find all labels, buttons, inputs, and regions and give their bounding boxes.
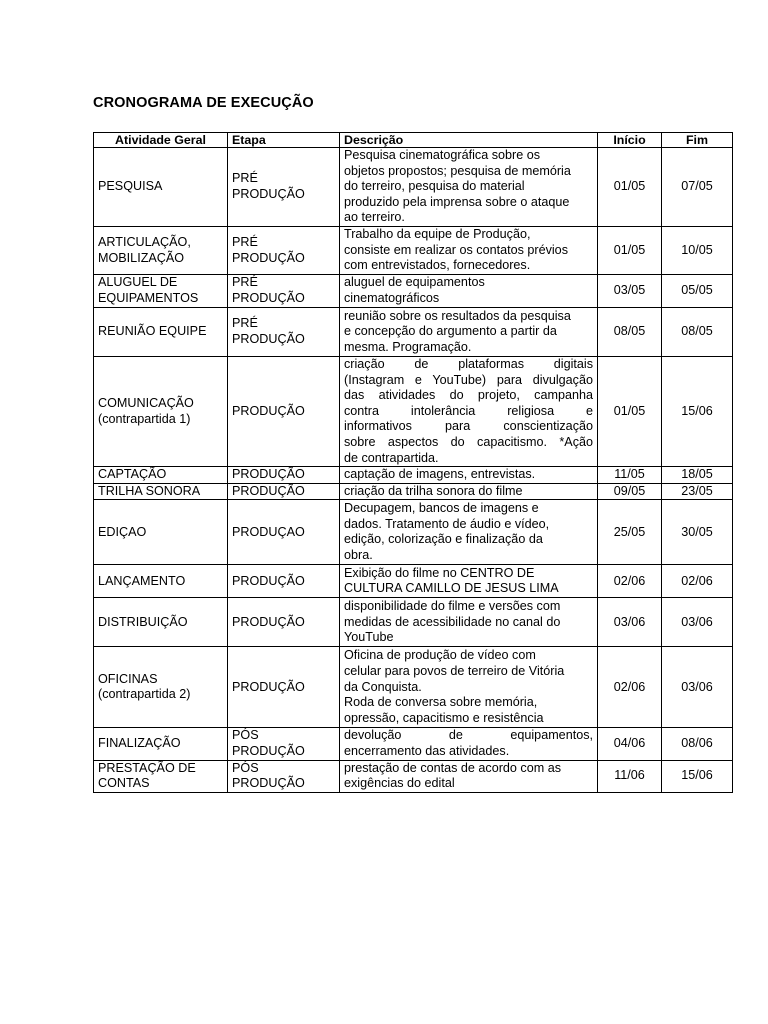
table-row: [94, 728, 733, 760]
cell-descricao-line: Trabalho da equipe de Produção,: [344, 227, 531, 242]
cell-fim: 30/05: [662, 500, 733, 565]
cell-atividade-geral-line: EQUIPAMENTOS: [98, 291, 199, 305]
cell-descricao-line: edição, colorização e finalização da: [344, 532, 543, 547]
cell-atividade-geral-line: COMUNICAÇÃO: [98, 395, 194, 410]
cell-inicio: 25/05: [598, 500, 662, 565]
cell-descricao-line: contra intolerância religiosa e: [344, 403, 593, 418]
cell-etapa-line: PRÉ: [232, 316, 258, 331]
cell-descricao-line: dados. Tratamento de áudio e vídeo,: [344, 516, 550, 531]
cell-etapa: [228, 728, 340, 760]
cell-descricao-line: Exibição do filme no CENTRO DE: [344, 565, 535, 580]
cell-etapa-line: PRODUÇÃO: [232, 291, 305, 305]
cell-descricao: [340, 148, 598, 227]
cell-atividade-geral: [94, 227, 228, 275]
cell-etapa: [228, 227, 340, 275]
cell-etapa-line: PRODUÇÃO: [232, 776, 305, 791]
cell-descricao-line: consiste em realizar os contatos prévios: [344, 242, 568, 257]
cell-descricao-line: com entrevistados, fornecedores.: [344, 258, 531, 273]
table-row: [94, 760, 733, 792]
document-title: CRONOGRAMA DE EXECUÇÃO: [93, 95, 314, 111]
cell-etapa: [228, 357, 340, 467]
table-row: [94, 357, 733, 467]
cell-descricao: [340, 467, 598, 484]
cell-etapa-line: PRÉ: [232, 234, 258, 249]
cell-atividade-geral: [94, 148, 228, 227]
cell-fim: 10/05: [662, 227, 733, 275]
cell-etapa-line: PRODUÇAO: [232, 524, 305, 539]
cell-fim: 23/05: [662, 483, 733, 500]
cell-atividade-geral-line: MOBILIZAÇÃO: [98, 250, 185, 265]
cell-atividade-geral-line: CONTAS: [98, 776, 150, 791]
cell-atividade-geral-line: ALUGUEL DE: [98, 275, 178, 290]
header-atividade-geral: Atividade Geral: [94, 133, 228, 148]
cell-descricao-line: CULTURA CAMILLO DE JESUS LIMA: [344, 581, 559, 596]
schedule-table: [93, 132, 733, 793]
cell-etapa: [228, 275, 340, 308]
cell-atividade-geral-line: LANÇAMENTO: [98, 573, 186, 588]
cell-descricao-line: disponibilidade do filme e versões com: [344, 598, 561, 613]
cell-etapa-line: PÓS: [232, 728, 259, 743]
table-row: [94, 598, 733, 647]
cell-descricao-line: de contrapartida.: [344, 450, 439, 465]
cell-atividade-geral-line: PRESTAÇÃO DE: [98, 760, 196, 775]
table-row: [94, 227, 733, 275]
cell-etapa-line: PRÉ: [232, 171, 258, 186]
cell-etapa: [228, 598, 340, 647]
cell-atividade-geral-line: ARTICULAÇÃO,: [98, 234, 191, 249]
cell-fim: 15/06: [662, 357, 733, 467]
cell-fim: 15/06: [662, 760, 733, 792]
cell-inicio: 08/05: [598, 308, 662, 357]
cell-inicio: 11/05: [598, 467, 662, 484]
cell-inicio: 09/05: [598, 483, 662, 500]
cell-descricao-line: objetos propostos; pesquisa de memória: [344, 163, 571, 178]
cell-inicio: 11/06: [598, 760, 662, 792]
cell-inicio: 01/05: [598, 357, 662, 467]
cell-atividade-geral-line: REUNIÃO EQUIPE: [98, 324, 207, 339]
table-row: [94, 483, 733, 500]
cell-descricao-line: opressão, capacitismo e resistência: [344, 710, 544, 725]
cell-etapa-line: PÓS: [232, 760, 259, 775]
cell-atividade-geral-line: EDIÇAO: [98, 524, 147, 539]
cell-etapa-line: PRODUÇÃO: [232, 679, 305, 694]
cell-fim: 08/05: [662, 308, 733, 357]
cell-etapa-line: PRODUÇÃO: [232, 332, 305, 346]
table-row: [94, 275, 733, 308]
cell-atividade-geral: [94, 598, 228, 647]
cell-descricao-line: criação de plataformas digitais: [344, 357, 593, 371]
cell-fim: 02/06: [662, 565, 733, 598]
cell-etapa-line: PRÉ: [232, 275, 258, 290]
cell-descricao: [340, 728, 598, 760]
cell-descricao-line: Roda de conversa sobre memória,: [344, 695, 538, 710]
cell-etapa: [228, 647, 340, 728]
table-row: [94, 148, 733, 227]
cell-descricao-line: informativos para conscientização: [344, 419, 593, 434]
cell-atividade-geral: [94, 357, 228, 467]
cell-descricao-line: medidas de acessibilidade no canal do: [344, 614, 561, 629]
cell-inicio: 03/06: [598, 598, 662, 647]
cell-atividade-geral: [94, 728, 228, 760]
cell-descricao: [340, 760, 598, 792]
cell-etapa: [228, 565, 340, 598]
cell-descricao-line: mesma. Programação.: [344, 339, 472, 354]
cell-descricao-line: (Instagram e YouTube) para divulgação: [344, 372, 593, 387]
cell-descricao-line: produzido pela imprensa sobre o ataque: [344, 194, 570, 209]
cell-atividade-geral: [94, 483, 228, 500]
schedule-body: [94, 148, 733, 793]
cell-descricao-line: captação de imagens, entrevistas.: [344, 467, 536, 482]
cell-atividade-geral: [94, 760, 228, 792]
cell-atividade-geral-line: (contrapartida 1): [98, 411, 191, 426]
cell-fim: 05/05: [662, 275, 733, 308]
cell-descricao-line: da Conquista.: [344, 679, 422, 694]
cell-etapa: [228, 760, 340, 792]
table-header-row: [94, 133, 733, 148]
cell-descricao-line: das atividades do projeto, campanha: [344, 388, 593, 403]
cell-descricao-line: criação da trilha sonora do filme: [344, 483, 523, 498]
cell-descricao: [340, 483, 598, 500]
cell-atividade-geral: [94, 565, 228, 598]
table-row: [94, 647, 733, 728]
cell-descricao-line: cinematográficos: [344, 291, 440, 305]
cell-fim: 03/06: [662, 598, 733, 647]
header-inicio: Início: [598, 133, 662, 148]
cell-descricao-line: reunião sobre os resultados da pesquisa: [344, 308, 571, 323]
cell-etapa-line: PRODUÇÃO: [232, 467, 305, 482]
cell-etapa-line: PRODUÇÃO: [232, 614, 305, 629]
cell-etapa-line: PRODUÇÃO: [232, 483, 305, 498]
cell-atividade-geral: [94, 467, 228, 484]
cell-descricao-line: celular para povos de terreiro de Vitória: [344, 663, 565, 678]
cell-descricao: [340, 598, 598, 647]
cell-atividade-geral-line: PESQUISA: [98, 179, 163, 194]
cell-fim: 03/06: [662, 647, 733, 728]
cell-etapa: [228, 148, 340, 227]
cell-atividade-geral-line: CAPTAÇÃO: [98, 467, 167, 482]
cell-descricao-line: sobre aspectos do capacitismo. *Ação: [344, 434, 593, 449]
cell-descricao-line: aluguel de equipamentos: [344, 275, 485, 290]
cell-descricao: [340, 565, 598, 598]
table-row: [94, 308, 733, 357]
cell-descricao: [340, 647, 598, 728]
cell-atividade-geral: [94, 308, 228, 357]
cell-etapa: [228, 500, 340, 565]
cell-atividade-geral: [94, 647, 228, 728]
header-etapa: Etapa: [228, 133, 340, 148]
cell-descricao: [340, 275, 598, 308]
cell-inicio: 03/05: [598, 275, 662, 308]
cell-inicio: 04/06: [598, 728, 662, 760]
cell-descricao: [340, 227, 598, 275]
table-row: [94, 467, 733, 484]
cell-atividade-geral-line: (contrapartida 2): [98, 687, 191, 702]
cell-descricao-line: YouTube: [344, 630, 394, 645]
cell-descricao-line: e concepção do argumento a partir da: [344, 324, 557, 339]
cell-descricao-line: devolução de equipamentos,: [344, 728, 593, 743]
cell-etapa: [228, 308, 340, 357]
cell-descricao: [340, 500, 598, 565]
cell-etapa-line: PRODUÇÃO: [232, 573, 305, 588]
cell-descricao-line: encerramento das atividades.: [344, 743, 510, 758]
cell-fim: 07/05: [662, 148, 733, 227]
table-row: [94, 500, 733, 565]
table-row: [94, 565, 733, 598]
cell-etapa-line: PRODUÇÃO: [232, 187, 305, 201]
cell-descricao-line: Decupagem, bancos de imagens e: [344, 501, 539, 516]
cell-atividade-geral-line: DISTRIBUIÇÃO: [98, 614, 188, 629]
cell-etapa-line: PRODUÇÃO: [232, 250, 305, 265]
cell-etapa-line: PRODUÇÃO: [232, 403, 305, 418]
cell-atividade-geral-line: OFICINAS: [98, 671, 158, 686]
cell-descricao: [340, 308, 598, 357]
cell-etapa: [228, 483, 340, 500]
cell-etapa: [228, 467, 340, 484]
header-descricao: Descrição: [340, 133, 598, 148]
cell-inicio: 01/05: [598, 148, 662, 227]
cell-descricao-line: ao terreiro.: [344, 210, 405, 225]
cell-descricao-line: obra.: [344, 547, 373, 562]
cell-inicio: 01/05: [598, 227, 662, 275]
cell-atividade-geral: [94, 500, 228, 565]
cell-descricao-line: do terreiro, pesquisa do material: [344, 179, 525, 194]
cell-inicio: 02/06: [598, 647, 662, 728]
header-fim: Fim: [662, 133, 733, 148]
cell-fim: 18/05: [662, 467, 733, 484]
cell-fim: 08/06: [662, 728, 733, 760]
cell-etapa-line: PRODUÇÃO: [232, 743, 305, 758]
cell-descricao-line: exigências do edital: [344, 776, 455, 791]
cell-atividade-geral: [94, 275, 228, 308]
cell-atividade-geral-line: FINALIZAÇÃO: [98, 736, 181, 751]
cell-descricao: [340, 357, 598, 467]
cell-atividade-geral-line: TRILHA SONORA: [98, 483, 201, 498]
cell-descricao-line: Oficina de produção de vídeo com: [344, 648, 536, 663]
cell-descricao-line: Pesquisa cinematográfica sobre os: [344, 148, 541, 163]
cell-descricao-line: prestação de contas de acordo com as: [344, 760, 562, 775]
cell-inicio: 02/06: [598, 565, 662, 598]
